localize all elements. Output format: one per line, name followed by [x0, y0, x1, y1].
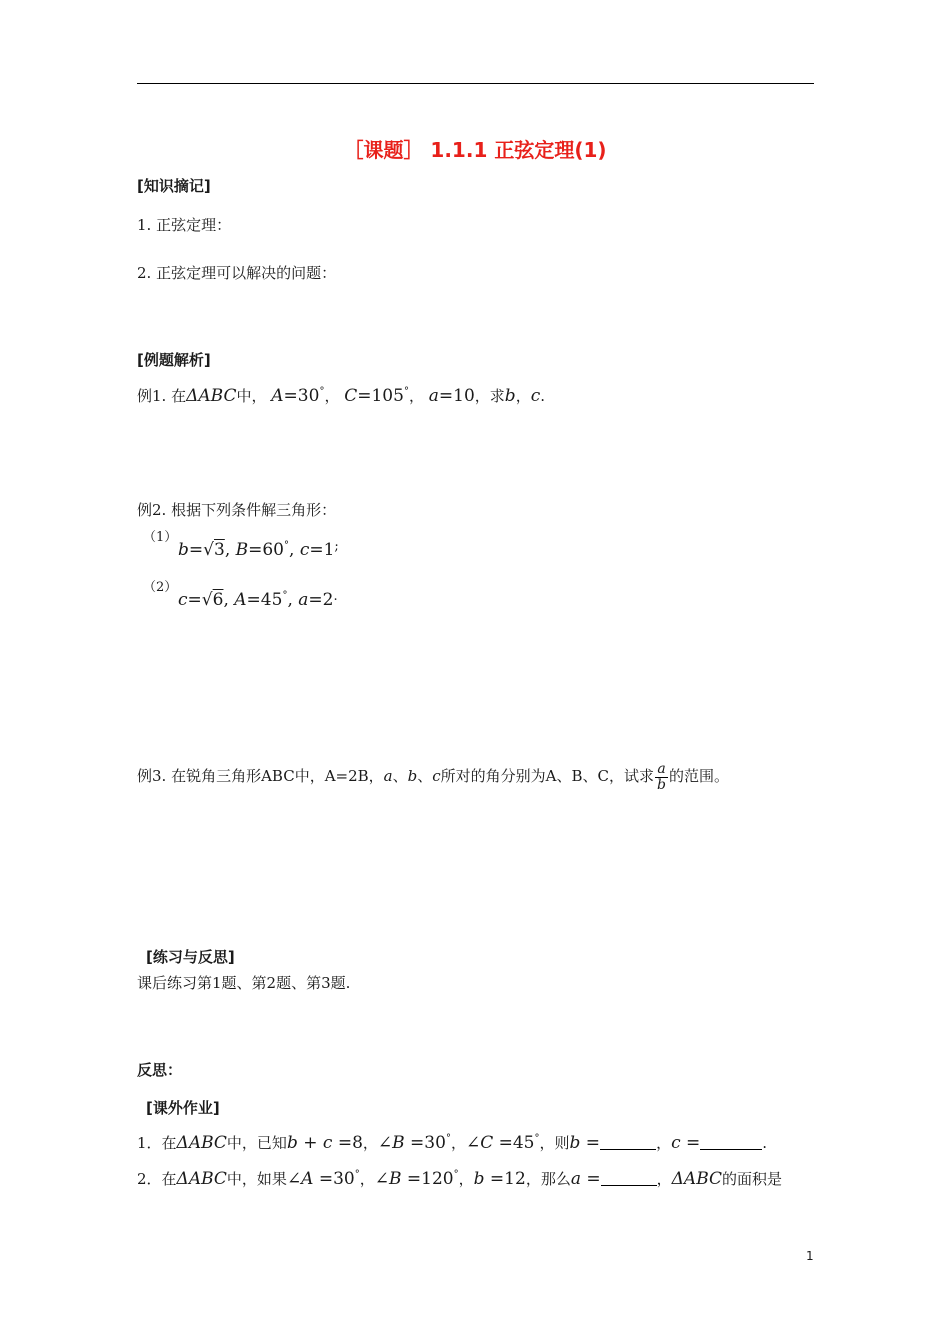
homework-q1	[137, 1134, 767, 1152]
ex1-c: c	[530, 386, 541, 406]
homework-q2	[137, 1170, 782, 1188]
ex2-p1-radicand: 3	[213, 540, 225, 560]
hw-q1-then: ，则	[539, 1134, 570, 1152]
page-number: 1	[806, 1249, 814, 1263]
hw-q1-angle-b-value: =30	[404, 1133, 446, 1153]
ex3-suffix: 的范围。	[668, 767, 729, 786]
ex1-mid: 中，	[236, 387, 267, 405]
degree-mark: °	[453, 1169, 459, 1180]
ex1-sep: ，	[515, 387, 531, 405]
hw-q2-angle-b: ∠B	[374, 1169, 402, 1189]
sqrt-sign: √	[201, 590, 213, 610]
ex1-angle-a-value: =30	[283, 386, 320, 406]
hw-q2-then: ，那么	[525, 1170, 571, 1188]
ex2-part1	[178, 540, 339, 559]
hw-q1-prefix: 1．在	[137, 1134, 177, 1152]
hw-q1-angle-c: ∠C	[465, 1133, 494, 1153]
example-3	[137, 762, 729, 792]
hw-q2-blank-a[interactable]	[601, 1171, 657, 1186]
ex1-angle-c-value: =105	[357, 386, 404, 406]
hw-q1-triangle: ΔABC	[176, 1133, 227, 1153]
hw-q2-end: 的面积是	[722, 1170, 783, 1188]
ex2-p1-comma: ,	[224, 540, 236, 560]
degree-mark: °	[445, 1133, 451, 1144]
hw-q2-triangle-2: ΔABC	[671, 1169, 723, 1189]
hw-q2-b: b	[473, 1169, 485, 1189]
ex2-p2-c: c	[178, 590, 188, 610]
hw-sep: ，	[656, 1170, 672, 1188]
ex2-p1-comma: ,	[289, 540, 300, 560]
ex2-p2-comma: ,	[287, 590, 299, 610]
degree-mark: °	[354, 1169, 360, 1180]
example-1	[137, 387, 545, 405]
practice-text: 课后练习第1题、第2题、第3题.	[137, 974, 351, 992]
hw-q2-prefix: 2．在	[137, 1170, 177, 1188]
knowledge-heading: [知识摘记]	[137, 177, 211, 195]
hw-q1-plus: +	[297, 1133, 323, 1153]
hw-sep: ，	[458, 1170, 474, 1188]
ex1-ask: ，求	[474, 387, 505, 405]
ex3-middle: 所对的角分别为A、B、C，试求	[440, 767, 655, 786]
hw-q1-mid: 中，已知	[226, 1134, 287, 1152]
ex1-end: .	[540, 387, 546, 405]
ex3-sep: 、	[392, 767, 408, 786]
hw-sep: ，	[362, 1134, 378, 1152]
hw-sep: ，	[656, 1134, 672, 1152]
ex3-prefix: 例3. 在锐角三角形ABC中，A=2B，	[137, 767, 384, 786]
hw-q1-b: b	[286, 1133, 298, 1153]
ex3-sep: 、	[417, 767, 433, 786]
hw-q2-b-value: =12	[484, 1169, 526, 1189]
hw-q1-angle-b: ∠B	[377, 1133, 405, 1153]
hw-q1-end: .	[762, 1134, 768, 1152]
hw-q1-eq8: =8	[332, 1133, 363, 1153]
ex2-part1-label: （1）	[143, 530, 178, 545]
ex2-p2-comma: ,	[223, 590, 235, 610]
ex1-triangle: ΔABC	[186, 386, 237, 406]
hw-q1-c-answer-var: c	[671, 1133, 681, 1153]
practice-heading: [练习与反思]	[146, 948, 235, 966]
hw-q1-eq: =	[680, 1133, 701, 1153]
ex1-side-a-value: =10	[438, 386, 475, 406]
degree-mark: °	[534, 1133, 540, 1144]
ex1-sep: ，	[324, 387, 340, 405]
example-2-intro: 例2. 根据下列条件解三角形：	[137, 501, 337, 519]
lesson-title: ［课题］ 1.1.1 正弦定理(1)	[343, 138, 607, 162]
ex1-b: b	[504, 386, 516, 406]
sqrt-sign: √	[203, 540, 214, 560]
ex1-side-a: a	[428, 386, 439, 406]
hw-sep: ，	[359, 1170, 375, 1188]
ex3-b: b	[407, 767, 418, 786]
hw-q1-blank-c[interactable]	[700, 1135, 762, 1150]
ex1-angle-a: A	[271, 386, 284, 406]
ex3-c: c	[432, 767, 441, 786]
ex2-p2-A-value: =45	[246, 590, 283, 610]
homework-heading: [课外作业]	[146, 1099, 220, 1117]
hw-q2-angle-a: ∠A	[286, 1169, 314, 1189]
hw-q1-angle-c-value: =45	[493, 1133, 535, 1153]
ex2-p2-end: .	[333, 589, 338, 604]
ex2-p1-c-value: =1	[309, 540, 335, 560]
ex2-p2-a: a	[298, 590, 309, 610]
degree-mark: °	[284, 540, 290, 551]
ex2-p2-eq: =	[187, 590, 202, 610]
hw-q1-blank-b[interactable]	[600, 1135, 656, 1150]
hw-q2-angle-b-value: =120	[401, 1169, 454, 1189]
degree-mark: °	[403, 386, 409, 397]
ex2-part2-label: （2）	[143, 580, 178, 595]
hw-sep: ，	[450, 1134, 466, 1152]
ex2-p1-b: b	[178, 540, 189, 560]
ex1-sep: ，	[408, 387, 424, 405]
reflection-heading: 反思：	[137, 1061, 183, 1079]
knowledge-item-2: 2. 正弦定理可以解决的问题：	[137, 264, 337, 282]
ex3-a: a	[383, 767, 393, 786]
ex2-p2-radicand: 6	[212, 590, 224, 610]
hw-q2-mid: 中，如果	[226, 1170, 287, 1188]
header-rule	[137, 83, 814, 84]
hw-q1-eq: =	[580, 1133, 601, 1153]
degree-mark: °	[319, 386, 325, 397]
ex2-p1-end: ;	[334, 539, 339, 554]
ex3-frac-denominator: b	[657, 776, 666, 793]
ex2-part2	[178, 590, 338, 609]
ex2-p1-eq: =	[188, 540, 204, 560]
knowledge-item-1: 1. 正弦定理：	[137, 216, 232, 234]
hw-q1-b-answer-var: b	[569, 1133, 581, 1153]
hw-q2-a: a	[570, 1169, 581, 1189]
ex2-p1-B-value: =60	[248, 540, 285, 560]
ex1-prefix: 例1. 在	[137, 387, 187, 405]
ex3-frac-numerator: a	[655, 762, 668, 778]
ex2-p2-A: A	[234, 590, 247, 610]
hw-q2-angle-a-value: =30	[313, 1169, 355, 1189]
hw-q1-c: c	[322, 1133, 333, 1153]
ex2-p2-a-value: =2	[308, 590, 334, 610]
hw-q2-triangle: ΔABC	[176, 1169, 227, 1189]
degree-mark: °	[282, 590, 288, 601]
ex1-angle-c: C	[344, 386, 358, 406]
ex3-fraction	[655, 762, 668, 792]
ex2-p1-B: B	[235, 540, 249, 560]
examples-heading: [例题解析]	[137, 351, 211, 369]
hw-q2-eq: =	[580, 1169, 601, 1189]
ex2-p1-c: c	[299, 540, 310, 560]
